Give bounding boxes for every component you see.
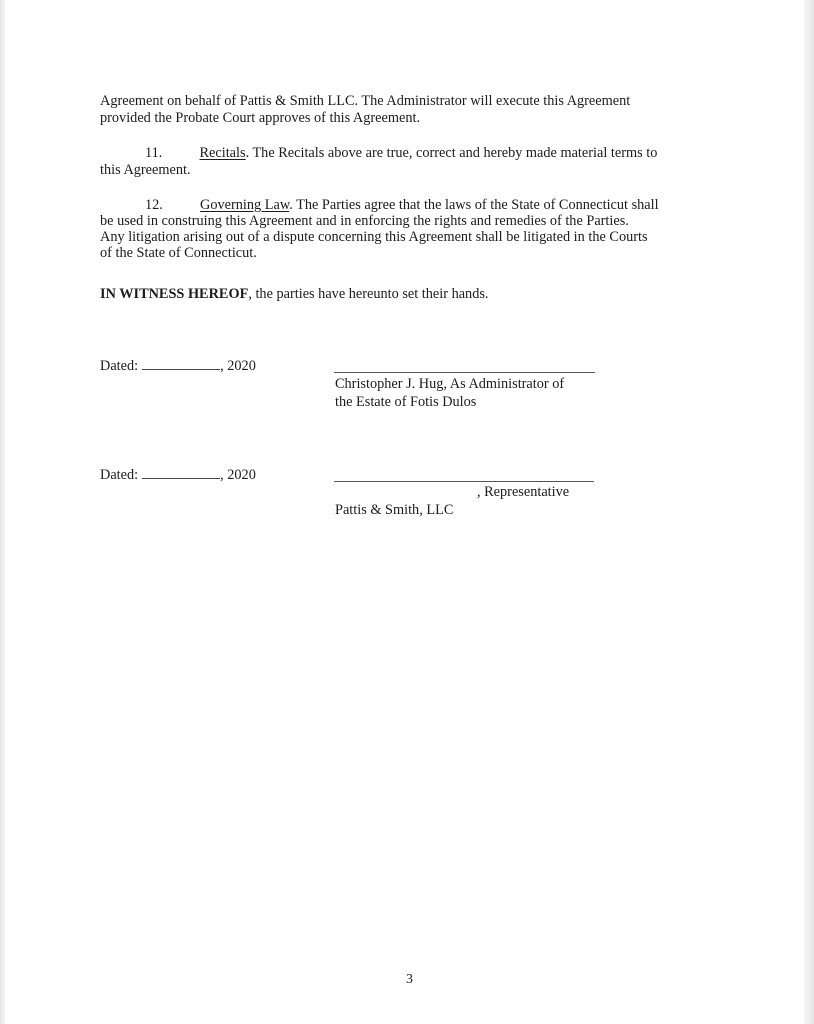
- date-year: , 2020: [220, 467, 256, 483]
- section-heading-recitals: Recitals: [199, 145, 246, 161]
- section-11-line: [145, 145, 657, 161]
- paragraph-text-line: provided the Probate Court approves of this Agreement.: [100, 110, 421, 126]
- signer-title-suffix: , Representative: [477, 484, 570, 500]
- section-heading-governing-law: Governing Law: [200, 197, 290, 213]
- section-12-line: Any litigation arising out of a dispute concerning this Agreement shall be litigated in the Courts: [100, 229, 648, 245]
- signature-line-administrator[interactable]: [334, 372, 595, 373]
- date-blank-line[interactable]: [142, 357, 220, 370]
- paragraph-text-line: Agreement on behalf of Pattis & Smith LLC. The Administrator will execute this Agreement: [100, 93, 631, 109]
- date-year: , 2020: [220, 358, 256, 374]
- signer-name: Christopher J. Hug, As Administrator of: [335, 376, 565, 392]
- signer-title: the Estate of Fotis Dulos: [335, 394, 477, 410]
- section-text: . The Parties agree that the laws of the State of Connecticut shall: [289, 197, 659, 213]
- section-12-line: be used in construing this Agreement and in enforcing the rights and remedies of the Parties.: [100, 213, 629, 229]
- witness-text: , the parties have hereunto set their hands.: [248, 286, 489, 302]
- dated-label: Dated:: [100, 358, 139, 374]
- signature-line-representative[interactable]: [334, 481, 594, 482]
- section-12-line: [145, 197, 659, 213]
- dated-field-2: [100, 466, 256, 483]
- section-number: 11.: [145, 145, 163, 161]
- section-12-line: of the State of Connecticut.: [100, 245, 257, 261]
- signer-firm: Pattis & Smith, LLC: [335, 502, 454, 518]
- date-blank-line[interactable]: [142, 466, 220, 479]
- section-text: . The Recitals above are true, correct and hereby made material terms to: [245, 145, 658, 161]
- document-page: [5, 0, 804, 1024]
- section-number: 12.: [145, 197, 163, 213]
- page-number: 3: [406, 972, 413, 987]
- dated-label: Dated:: [100, 467, 139, 483]
- right-page-edge: [804, 0, 814, 1024]
- section-11-line: this Agreement.: [100, 162, 191, 178]
- witness-clause: [100, 286, 489, 302]
- witness-heading: IN WITNESS HEREOF: [100, 286, 249, 302]
- dated-field-1: [100, 357, 256, 374]
